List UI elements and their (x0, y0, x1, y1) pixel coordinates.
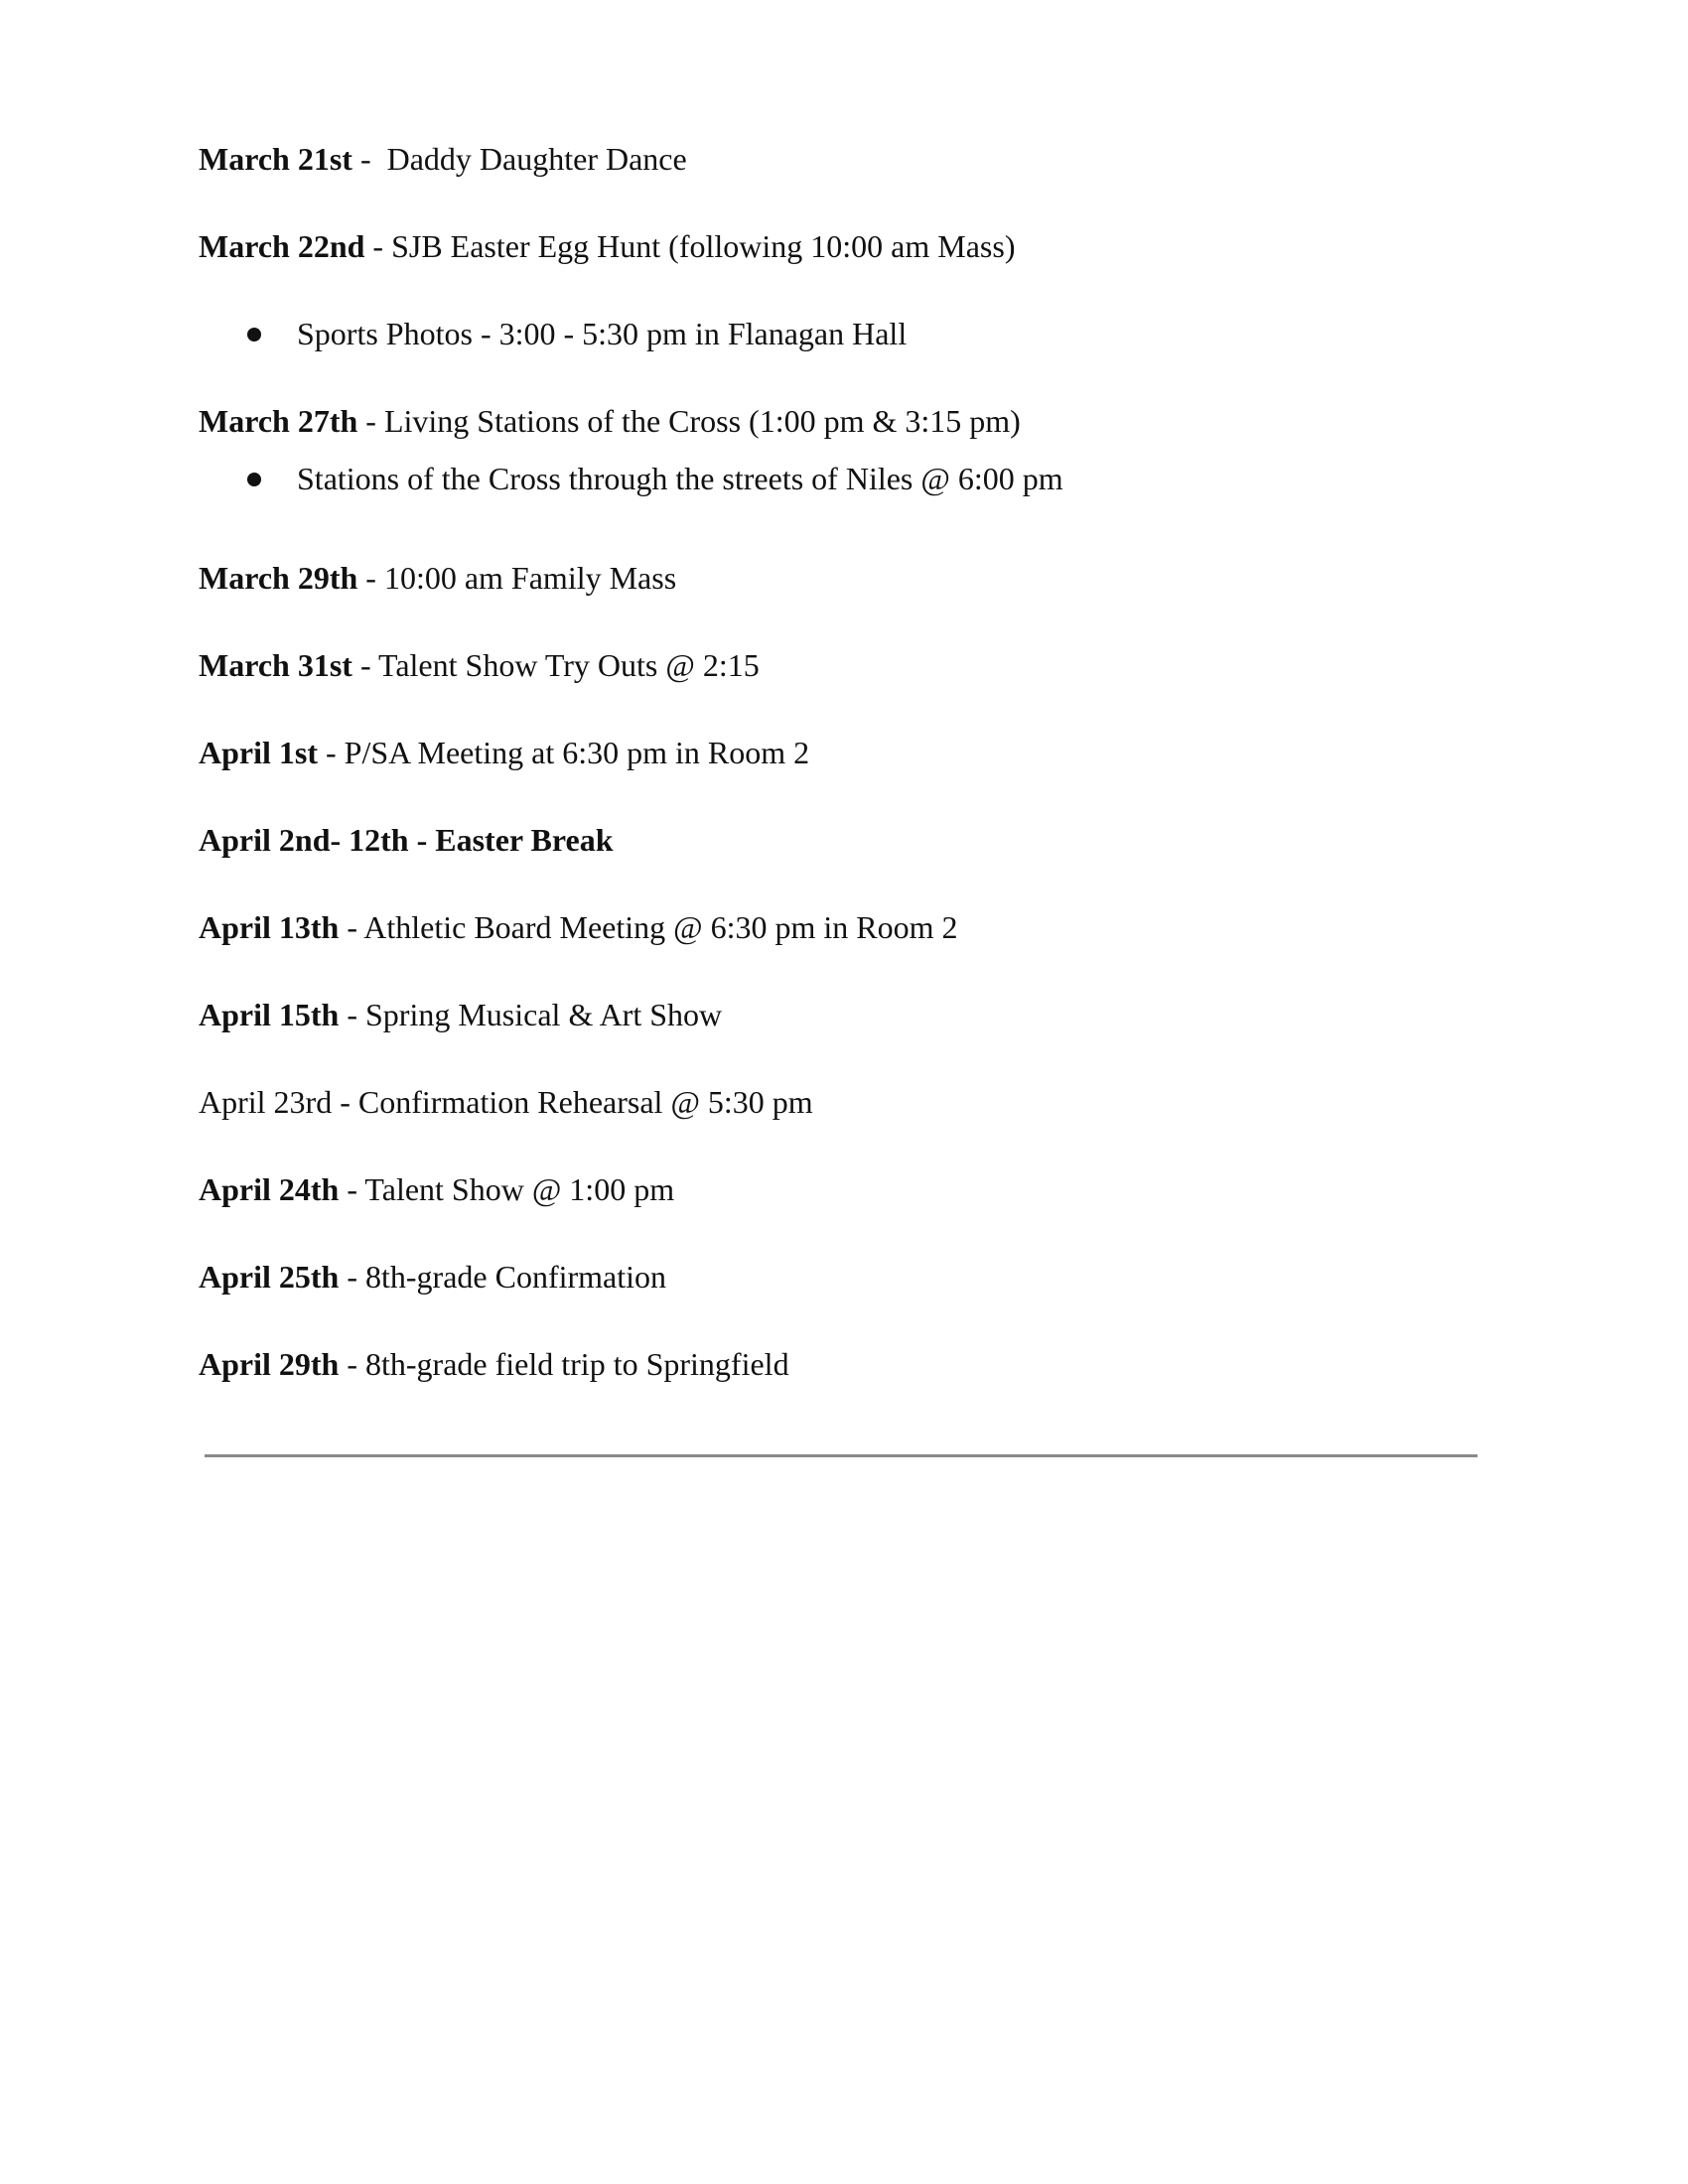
event-date: March 31st (199, 647, 352, 683)
event-april-24 (199, 1169, 674, 1209)
event-text: April 23rd - Confirmation Rehearsal @ 5:30 pm (199, 1084, 813, 1120)
event-date: April 24th (199, 1171, 340, 1207)
event-subitem-text: Stations of the Cross through the streets of Niles @ 6:00 pm (297, 461, 1063, 496)
event-date: April 15th (199, 997, 340, 1032)
event-separator: - (352, 647, 379, 683)
event-separator: - (408, 822, 436, 858)
event-date: March 22nd (199, 228, 365, 264)
event-date: March 21st (199, 141, 352, 177)
event-march-31 (199, 645, 760, 685)
event-date: April 2nd (199, 822, 331, 858)
event-description: 8th-grade field trip to Springfield (365, 1346, 789, 1382)
event-subitem-text: Sports Photos - 3:00 - 5:30 pm in Flanagan Hall (297, 316, 908, 351)
event-date: April 25th (199, 1259, 340, 1295)
event-separator: - (357, 403, 384, 439)
event-description: 10:00 am Family Mass (383, 560, 677, 596)
bullet-icon (247, 473, 261, 486)
event-description: Easter Break (435, 822, 614, 858)
event-description: P/SA Meeting at 6:30 pm in Room 2 (344, 735, 810, 770)
event-separator: - (352, 141, 387, 177)
event-date: March 27th (199, 403, 358, 439)
event-date: April 29th (199, 1346, 340, 1382)
event-description: Talent Show @ 1:00 pm (364, 1171, 675, 1207)
event-march-21 (199, 139, 687, 179)
event-description: Talent Show Try Outs @ 2:15 (378, 647, 760, 683)
event-april-15 (199, 995, 722, 1034)
event-separator: - (364, 228, 392, 264)
event-april-25 (199, 1257, 666, 1297)
event-description: Athletic Board Meeting @ 6:30 pm in Room 2 (363, 909, 958, 945)
event-april-1 (199, 733, 809, 772)
horizontal-rule (205, 1454, 1477, 1457)
event-april-2-12 (199, 820, 614, 860)
event-march-29 (199, 558, 676, 598)
event-date-end: 12th (349, 822, 409, 858)
event-separator: - (339, 997, 365, 1032)
event-date: April 1st (199, 735, 318, 770)
event-april-23 (199, 1082, 813, 1122)
event-separator: - (357, 560, 384, 596)
event-description: Daddy Daughter Dance (386, 141, 687, 177)
event-separator: - (339, 909, 364, 945)
event-march-27 (199, 401, 1021, 441)
bullet-icon (247, 328, 261, 341)
event-description: SJB Easter Egg Hunt (following 10:00 am Mass) (391, 228, 1016, 264)
event-separator: - (339, 1171, 365, 1207)
event-april-13 (199, 907, 958, 947)
event-separator: - (330, 822, 350, 858)
event-date: March 29th (199, 560, 358, 596)
event-separator: - (318, 735, 345, 770)
event-march-22 (199, 226, 1015, 266)
event-separator: - (339, 1346, 365, 1382)
event-date: April 13th (199, 909, 340, 945)
event-description: Living Stations of the Cross (1:00 pm & 3:15 pm) (383, 403, 1021, 439)
event-separator: - (339, 1259, 365, 1295)
event-description: 8th-grade Confirmation (365, 1259, 667, 1295)
event-description: Spring Musical & Art Show (365, 997, 723, 1032)
event-april-29 (199, 1344, 789, 1384)
